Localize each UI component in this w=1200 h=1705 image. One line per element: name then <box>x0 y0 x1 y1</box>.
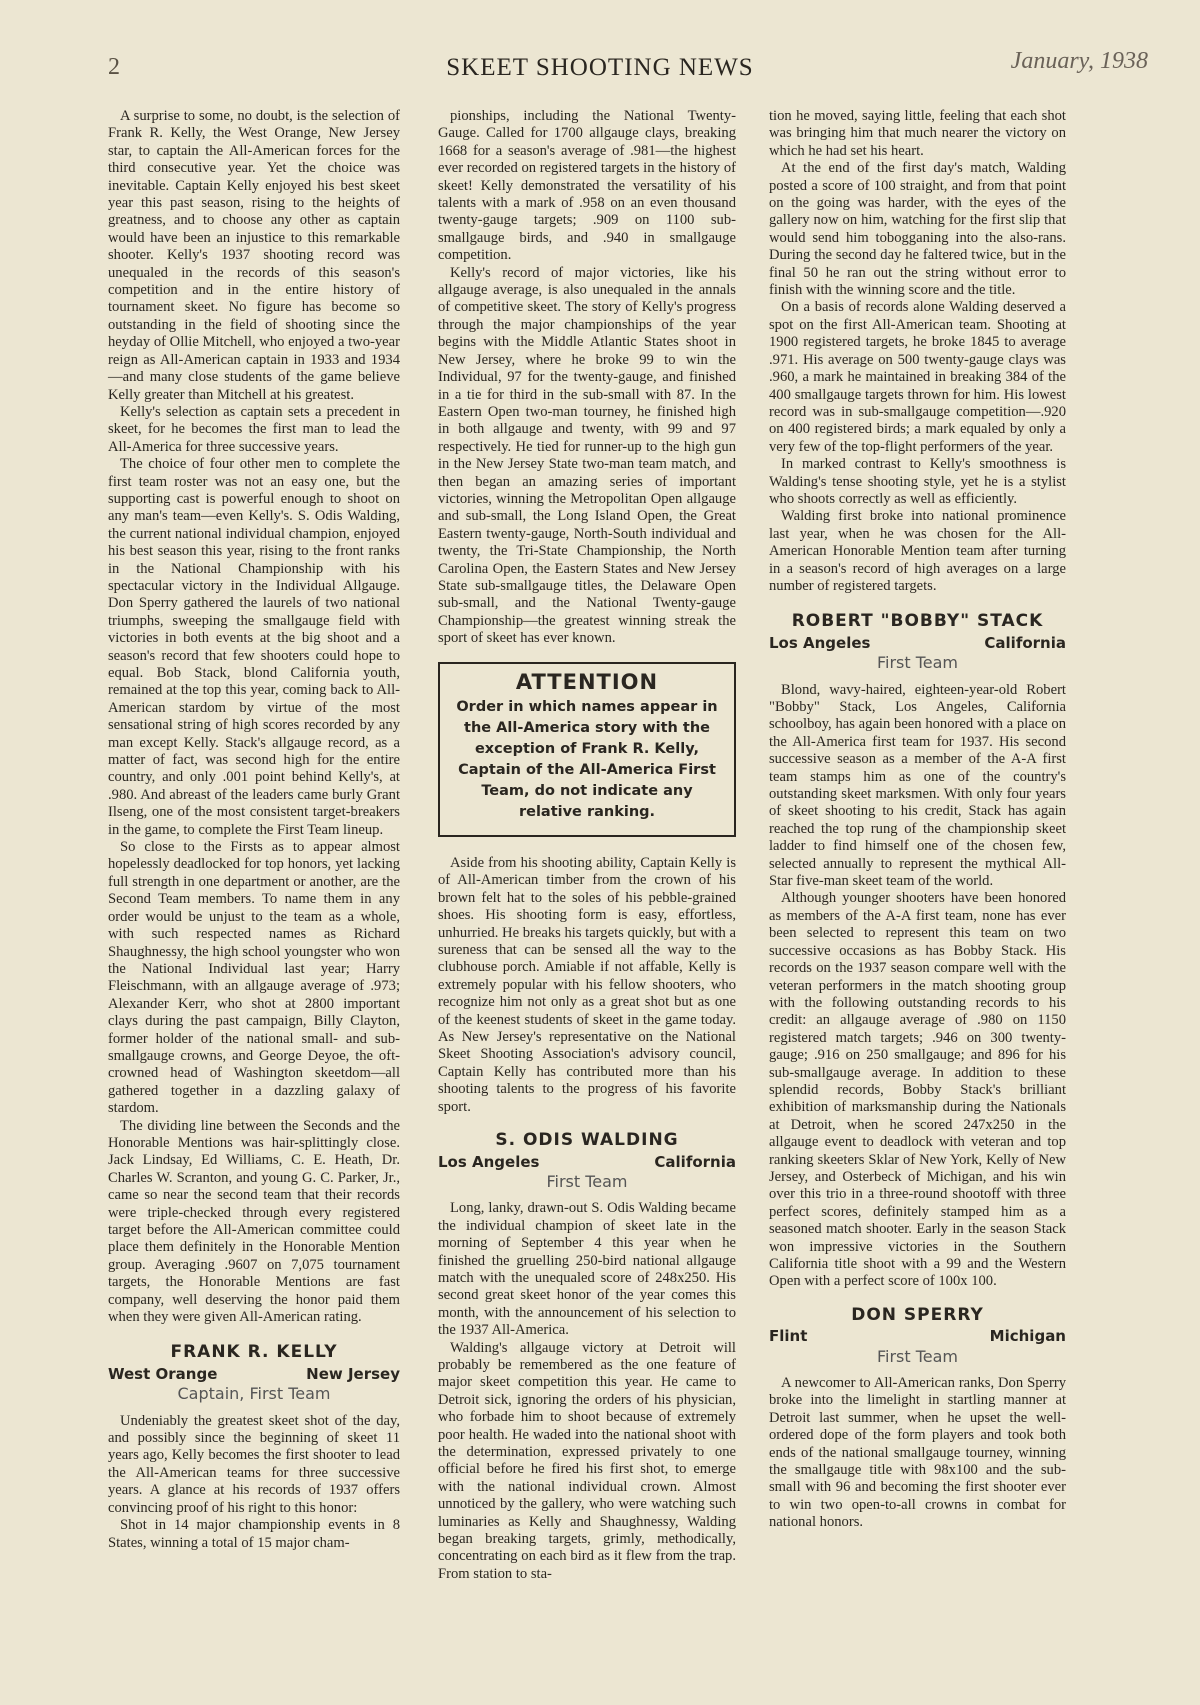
stack-team: First Team <box>876 653 959 673</box>
page-header <box>0 48 1200 88</box>
paragraph: A surprise to some, no doubt, is the selection of Frank R. Kelly, the West Orange, New Jersey star, to captain the All-American forces for the third consecutive year. Yet the choice was inevitable. Captain Kelly enjoyed his best skeet year this past season, rising to the heights of greatness, and to choose any other as captain would have been an injustice to this remarkable shooter. Kelly's 1937 shooting record was unequaled in the records of this season's competition and in the entire history of tournament skeet. No figure has become so outstanding in the field of shooting since the heyday of Ollie Mitchell, who enjoyed a two-year reign as All-American captain in 1933 and 1934—and many close students of the game believe Kelly greater than Mitchell at his greatest. <box>108 108 400 403</box>
sperry-location <box>769 1328 1066 1345</box>
walding-city: Los Angeles <box>438 1152 540 1171</box>
paragraph: Although younger shooters have been honored as members of the A-A first team, none has ever been selected to represent this team on two successive occasions as has Bobby Stack. His records on the 1937 season compare well with the veteran performers in the match shooting group with the following outstanding records to his credit: an allgauge average of .980 on 1150 registered match targets; .946 on 300 twenty-gauge; .916 on 250 smallgauge; and 896 for his sub-smallgauge average. In addition to these splendid records, Bobby Stack's brilliant exhibition of marksmanship during the Nationals at Detroit, when he scored 247x250 in the allgauge event to deadlock with veteran and top ranking skeeters Sklar of New York, Kelly of New Jersey, and Osterbeck of Michigan, and his win over this trio in a three-round shootoff with three perfect scores, definitely stamped him as a seasoned match shooter. Early in the season Stack won impressive victories in the Southern California title shoot with a 99 and the Western Open with a perfect score of 100x 100. <box>769 890 1066 1290</box>
paragraph: Walding first broke into national prominence last year, when he was chosen for the All-American Honorable Mention team after turning in a season's record of high averages on a large number of registered targets. <box>769 508 1066 594</box>
issue-date: January, 1938 <box>1010 48 1148 74</box>
publication-title: SKEET SHOOTING NEWS <box>446 54 754 81</box>
stack-city: Los Angeles <box>769 633 871 652</box>
walding-team: First Team <box>546 1171 628 1191</box>
walding-heading: S. ODIS WALDING <box>495 1130 679 1151</box>
kelly-city: West Orange <box>108 1364 218 1383</box>
column-2 <box>438 108 736 1583</box>
column-3 <box>769 108 1066 1532</box>
paragraph: The choice of four other men to complete the first team roster was not an easy one, but the supporting cast is powerful enough to shoot on any man's team—even Kelly's. S. Odis Walding, the current national individual champion, enjoyed his best season this year, rising to the front ranks in the National Championship with his spectacular victory in the Individual Allgauge. Don Sperry gathered the laurels of two national triumphs, sweeping the smallgauge field with victories in both events at the big shoot and a season's record that few shooters could hope to equal. Bob Stack, blond California youth, remained at the top this year, coming back to All-American stardom by virtue of the most sensational string of high scores recorded by any man except Kelly. Stack's allgauge record, as a matter of fact, was second high for the entire country, and only .001 point behind Kelly's, at .980. And abreast of the leaders came burly Grant Ilseng, one of the most consistent target-breakers in the game, to complete the First Team lineup. <box>108 456 400 838</box>
paragraph: Long, lanky, drawn-out S. Odis Walding became the individual champion of skeet late in the morning of September 4 this year when he finished the gruelling 250-bird national allgauge match with the unequaled score of 248x250. His second great skeet honor of the year comes this month, with the announcement of his selection to the 1937 All-America. <box>438 1200 736 1339</box>
column-1 <box>108 108 400 1552</box>
paragraph: The dividing line between the Seconds and the Honorable Mentions was hair-splittingly close. Jack Lindsay, Ed Williams, C. E. Heath, Dr. Charles W. Scranton, and young G. C. Parker, Jr., came so near the second team that their records were triple-checked through every registered target before the All-American committee could place them definitely in the Honorable Mention group. Averaging .9607 on 7,075 tournament targets, the Honorable Mentions are fast company, well deserving the honor paid them when they were given All-American rating. <box>108 1117 400 1326</box>
kelly-state: New Jersey <box>306 1364 400 1383</box>
stack-heading: ROBERT "BOBBY" STACK <box>791 611 1044 632</box>
stack-state: California <box>984 633 1066 652</box>
kelly-heading: FRANK R. KELLY <box>170 1342 338 1363</box>
paragraph: Undeniably the greatest skeet shot of the day, and possibly since the beginning of skeet 11 years ago, Kelly becomes the first shooter to lead the All-American teams for three successive years. A glance at his records of 1937 offers convincing proof of his right to this honor: <box>108 1412 400 1516</box>
paragraph: Aside from his shooting ability, Captain Kelly is of All-American timber from the crown of his brown felt hat to the soles of his pebble-grained shoes. His shooting form is easy, effortless, unhurried. He breaks his targets quickly, but with a sureness that can be sensed all the way to the clubhouse porch. Amiable if not affable, Kelly is extremely popular with his fellow shooters, who recognize him not only as a great shot but as one of the keenest students of skeet in the game today. As New Jersey's representative on the National Skeet Shooting Association's advisory council, Captain Kelly has contributed more than his shooting talents to the progress of his favorite sport. <box>438 855 736 1115</box>
sperry-team: First Team <box>876 1346 959 1366</box>
walding-location <box>438 1154 736 1171</box>
kelly-location <box>108 1366 400 1383</box>
paragraph: At the end of the first day's match, Walding posted a score of 100 straight, and from that point on the going was harder, with the eyes of the gallery now on him, watching for the first slip that would send him tobogganing into the also-rans. During the second day he faltered twice, but in the final 50 he ran out the string without error to finish with the winning score and the title. <box>769 160 1066 299</box>
paragraph: A newcomer to All-American ranks, Don Sperry broke into the limelight in startling manner at Detroit last summer, when he upset the well-ordered dope of the form players and took both ends of the national smallgauge tourney, winning the smallgauge title with 98x100 and the sub-small with 96 and becoming the first shooter ever to win two open-to-all crowns in combat for national honors. <box>769 1375 1066 1531</box>
stack-location <box>769 635 1066 652</box>
paragraph: Blond, wavy-haired, eighteen-year-old Robert "Bobby" Stack, Los Angeles, California schoolboy, has again been honored with a place on the All-America first team for 1937. His second successive season as a member of the A-A first team stamps him as one of the country's outstanding skeet marksmen. With only four years of skeet shooting to his credit, Stack has again reached the top rung of the championship skeet ladder to find himself one of the chosen few, selected annually to represent the mythical All-Star five-man skeet team of the world. <box>769 681 1066 890</box>
paragraph: Kelly's selection as captain sets a precedent in skeet, for he becomes the first man to lead the All-America for three successive years. <box>108 403 400 455</box>
paragraph: On a basis of records alone Walding deserved a spot on the first All-American team. Shooting at 1900 registered targets, he broke 1845 to average .971. His average on 500 twenty-gauge clays was .960, a mark he maintained in breaking 384 of the 400 smallgauge targets thrown for him. His lowest record was in sub-smallgauge competition—.920 on 400 registered birds; a mark equaled by only a very few of the top-flight performers of the year. <box>769 299 1066 455</box>
page-number: 2 <box>108 54 120 80</box>
paragraph: Walding's allgauge victory at Detroit will probably be remembered as the one feature of major skeet competition this year. He came to Detroit sick, ignoring the orders of his physician, who forbade him to shoot because of extremely poor health. He waded into the national shoot with the determination, expressed privately to one official before he fired his first shot, to emerge with the national individual crown. Almost unnoticed by the gallery, who were watching such luminaries as Kelly and Shaughnessy, Walding began breaking targets, grimly, methodically, concentrating on each bird as it flew from the trap. From station to sta- <box>438 1339 736 1582</box>
walding-state: California <box>654 1152 736 1171</box>
paragraph: In marked contrast to Kelly's smoothness is Walding's tense shooting style, yet he is a stylist who shoots correctly as well as efficiently. <box>769 456 1066 507</box>
attention-title: ATTENTION <box>515 669 659 694</box>
paragraph: tion he moved, saying little, feeling that each shot was bringing him that much nearer the victory on which he had set his heart. <box>769 108 1066 159</box>
paragraph: Shot in 14 major championship events in 8 States, winning a total of 15 major cham- <box>108 1517 400 1551</box>
attention-body: Order in which names appear in the All-America story with the exception of Frank R. Kelly, Captain of the All-America First Team, do not indicate any relative ranking. <box>456 699 718 820</box>
sperry-state: Michigan <box>989 1327 1066 1346</box>
sperry-city: Flint <box>769 1327 808 1346</box>
sperry-heading: DON SPERRY <box>851 1304 984 1325</box>
paragraph: So close to the Firsts as to appear almost hopelessly deadlocked for top honors, yet lacking full strength in one department or another, are the Second Team members. To name them in any order would be unjust to the team as a whole, with such respected names as Richard Shaughnessy, the high school youngster who won the National Individual last year; Harry Fleischmann, with an allgauge average of .973; Alexander Kerr, who shot at 2800 important clays during the past campaign, Billy Clayton, former holder of the national small- and sub-smallgauge crowns, and George Deyoe, the oft-crowned head of Washington skeetdom—all gathered together in a dazzling galaxy of stardom. <box>108 839 400 1117</box>
paragraph: Kelly's record of major victories, like his allgauge average, is also unequaled in the annals of competitive skeet. The story of Kelly's progress through the major championships of the year begins with the Middle Atlantic States shoot in New Jersey, where he broke 99 to win the Individual, 97 for the twenty-gauge, and finished in a tie for third in the sub-small with 87. In the Eastern Open two-man tourney, he finished high in both allgauge and twenty, with 99 and 97 respectively. He tied for runner-up to the high gun in the New Jersey State two-man team match, and then began an amazing series of important victories, winning the Metropolitan Open allgauge and sub-small, the Long Island Open, the Great Eastern twenty-gauge, North-South individual and twenty, the Tri-State Championship, the North Carolina Open, the Eastern States and New Jersey State sub-smallgauge titles, the Delaware Open sub-small, and the National Twenty-gauge Championship—the greatest winning streak the sport of skeet has ever known. <box>438 264 736 647</box>
attention-box <box>438 662 736 837</box>
kelly-team: Captain, First Team <box>177 1384 331 1404</box>
paragraph: pionships, including the National Twenty-Gauge. Called for 1700 allgauge clays, breaking 1668 for a season's average of .981—the highest ever recorded on registered targets in the history of skeet! Kelly demonstrated the versatility of his talents with a mark of .958 on an even thousand twenty-gauge targets; .909 on 1100 sub-smallgauge birds, and .940 in smallgauge competition. <box>438 108 736 264</box>
